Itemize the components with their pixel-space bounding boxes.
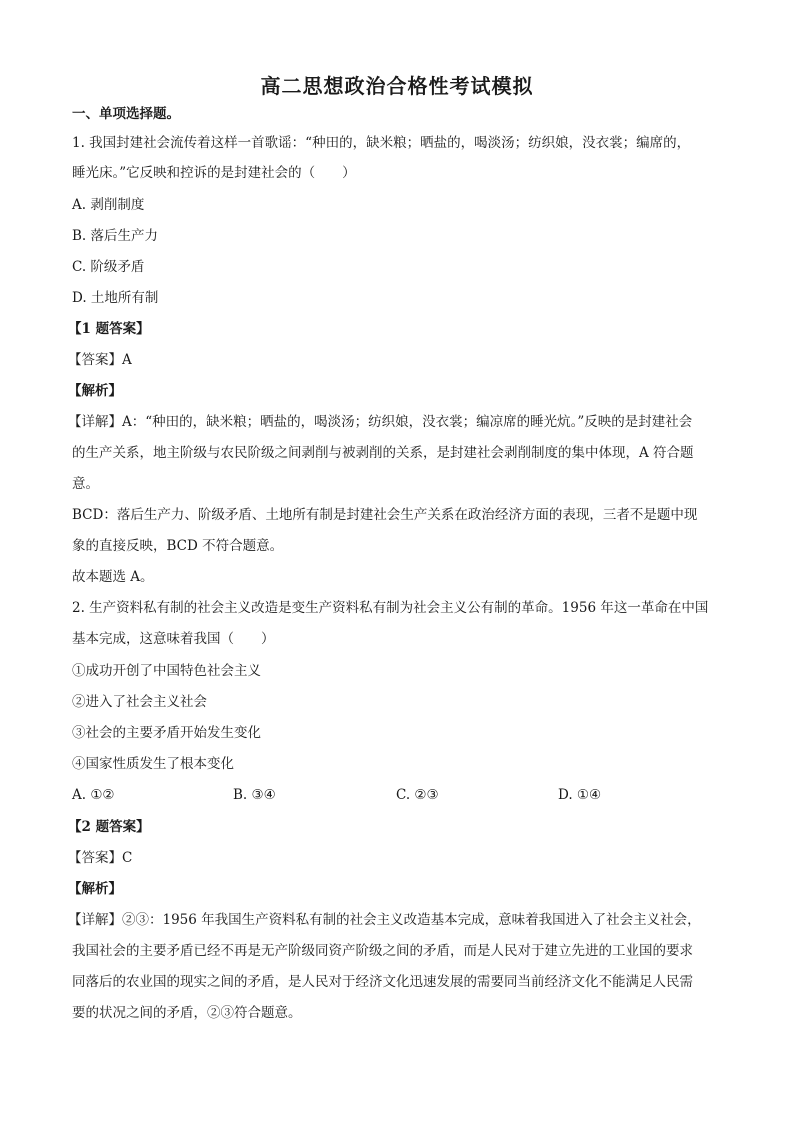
q1-option-d: D. 土地所有制 xyxy=(72,290,159,306)
section-heading: 一、单项选择题。 xyxy=(72,106,180,122)
q2-item-1: ①成功开创了中国特色社会主义 xyxy=(72,663,261,679)
q1-option-a: A. 剥削制度 xyxy=(72,197,145,213)
q2-detail-line-2: 我国社会的主要矛盾已经不再是无产阶级同资产阶级之间的矛盾，而是人民对于建立先进的工业国的要求 xyxy=(72,943,693,959)
q1-detail-line-4: BCD：落后生产力、阶级矛盾、土地所有制是封建社会生产关系在政治经济方面的表现，三者不是题中现 xyxy=(72,507,698,523)
q2-item-4: ④国家性质发生了根本变化 xyxy=(72,756,234,772)
q2-item-2: ②进入了社会主义社会 xyxy=(72,694,207,710)
q2-detail-line-1: 【详解】②③：1956 年我国生产资料私有制的社会主义改造基本完成，意味着我国进入了社会主义社会， xyxy=(68,912,701,928)
q1-answer: 【答案】A xyxy=(68,352,132,368)
q1-conclusion: 故本题选 A。 xyxy=(72,569,154,585)
q2-answer-heading: 【2 题答案】 xyxy=(68,819,150,835)
q2-stem-line-1: 2. 生产资料私有制的社会主义改造是变生产资料私有制为社会主义公有制的革命。1956 年这一革命在中国 xyxy=(72,600,709,616)
q2-stem-line-2: 基本完成，这意味着我国（ ） xyxy=(72,631,275,647)
q1-option-c: C. 阶级矛盾 xyxy=(72,259,145,275)
q1-stem-line-1: 1. 我国封建社会流传着这样一首歌谣：“种田的，缺米粮；晒盐的，喝淡汤；纺织娘，没衣裳；编席的， xyxy=(72,135,691,151)
page-title: 高二思想政治合格性考试模拟 xyxy=(260,74,534,98)
q1-analysis-heading: 【解析】 xyxy=(68,383,122,399)
q1-detail-line-2: 的生产关系，地主阶级与农民阶级之间剥削与被剥削的关系，是封建社会剥削制度的集中体现，A 符合题 xyxy=(72,445,694,461)
q2-item-3: ③社会的主要矛盾开始发生变化 xyxy=(72,725,261,741)
q2-option-b: B. ③④ xyxy=(233,787,276,803)
q2-detail-line-3: 同落后的农业国的现实之间的矛盾，是人民对于经济文化迅速发展的需要同当前经济文化不能满足人民需 xyxy=(72,974,693,990)
q2-option-a: A. ①② xyxy=(72,787,115,803)
q2-option-c: C. ②③ xyxy=(396,787,439,803)
q2-option-d: D. ①④ xyxy=(558,787,602,803)
q1-stem-line-2: 睡光床。”它反映和控诉的是封建社会的（ ） xyxy=(72,165,356,181)
q1-detail-line-3: 意。 xyxy=(72,476,99,492)
q1-option-b: B. 落后生产力 xyxy=(72,228,159,244)
q1-detail-line-1: 【详解】A：“种田的，缺米粮；晒盐的，喝淡汤；纺织娘，没衣裳；编凉席的睡光炕。”反映的是封建社会 xyxy=(68,414,693,430)
q2-analysis-heading: 【解析】 xyxy=(68,881,122,897)
q2-answer: 【答案】C xyxy=(68,850,133,866)
q2-detail-line-4: 要的状况之间的矛盾，②③符合题意。 xyxy=(72,1005,302,1021)
q1-answer-heading: 【1 题答案】 xyxy=(68,321,150,337)
q1-detail-line-5: 象的直接反映，BCD 不符合题意。 xyxy=(72,538,284,554)
